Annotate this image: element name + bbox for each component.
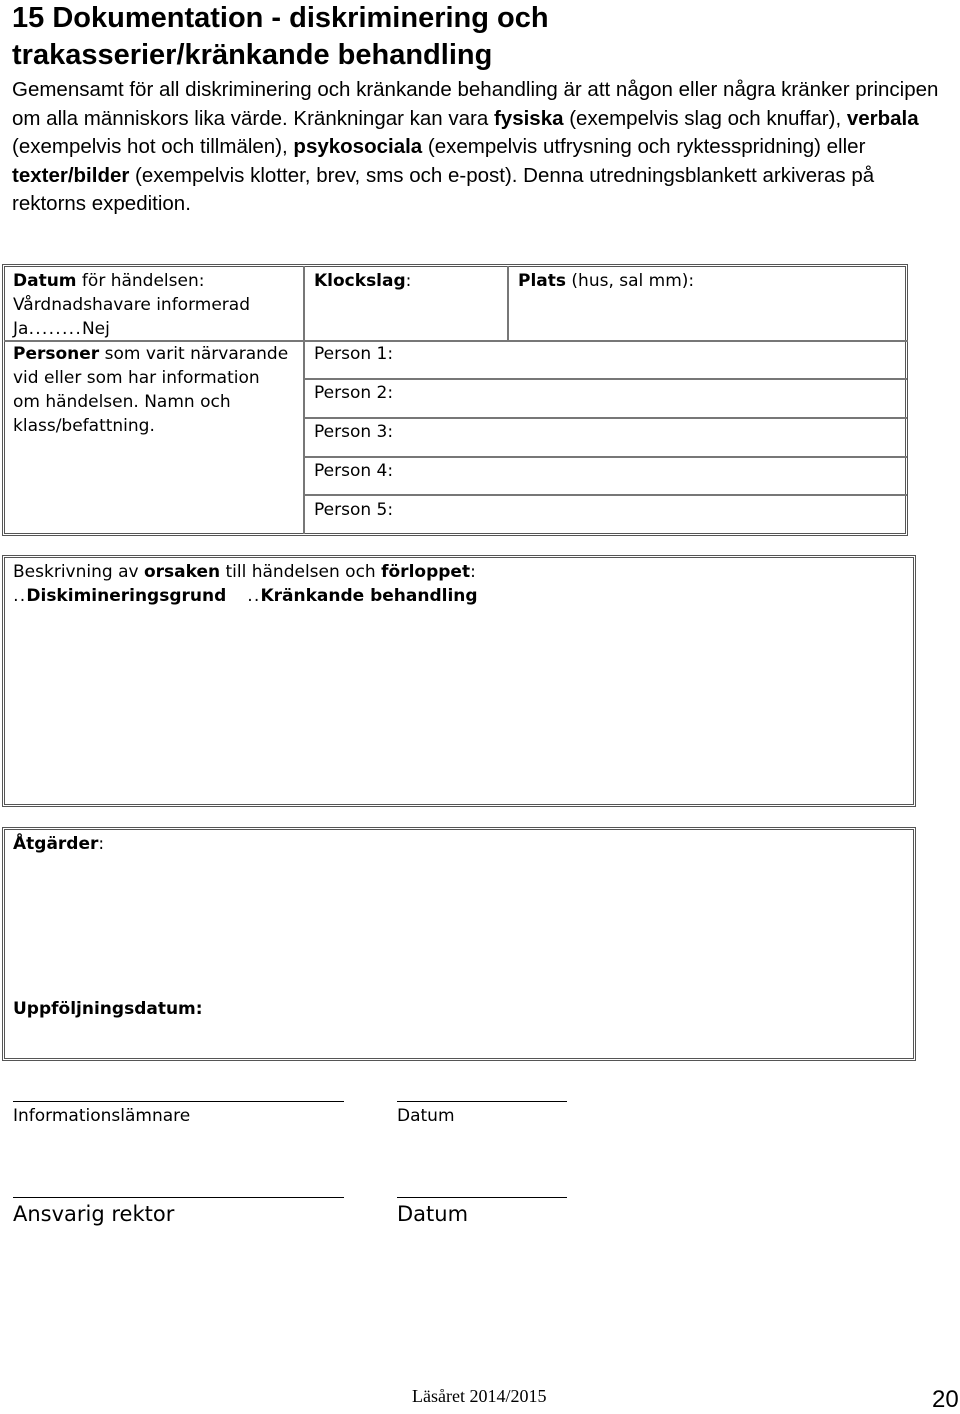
atgarder-box[interactable]	[2, 827, 916, 1061]
table-divider	[303, 417, 907, 419]
page-number: 20	[932, 1386, 959, 1413]
title-line-2: trakasserier/kränkande behandling	[12, 39, 493, 71]
datum-2-label: Datum	[397, 1202, 469, 1226]
personer-label-line4: klass/befattning.	[13, 416, 155, 436]
intro-text: (exempelvis hot och tillmälen),	[12, 135, 294, 159]
intro-bold-fysiska: fysiska	[493, 106, 564, 130]
ja-option[interactable]: Ja	[13, 319, 29, 339]
informationslamnare-label: Informationslämnare	[13, 1106, 191, 1126]
title-line-1: 15 Dokumentation - diskriminering och	[12, 2, 549, 34]
datum-1-label: Datum	[397, 1106, 455, 1126]
intro-text: (exempelvis klotter, brev, sms och e-post). Denna utredningsblankett arkiveras på rektorns expedition.	[12, 163, 875, 216]
ja-nej-options[interactable]	[13, 317, 110, 341]
signature-line-rektor[interactable]	[13, 1197, 344, 1198]
table-divider	[303, 494, 907, 496]
krankande-option[interactable]: Kränkande behandling	[260, 586, 478, 606]
atgarder-label: Åtgärder:	[13, 834, 105, 854]
personer-label-line2: vid eller som har information	[13, 368, 260, 388]
footer-year: Läsåret 2014/2015	[412, 1386, 547, 1406]
intro-paragraph	[12, 76, 952, 219]
intro-text: (exempelvis slag och knuffar),	[563, 106, 847, 130]
vardnadshavare-label: Vårdnadshavare informerad	[13, 295, 250, 315]
signature-line-datum-2[interactable]	[397, 1197, 567, 1198]
intro-text: (exempelvis utfrysning och ryktesspridning) eller	[422, 135, 866, 159]
person-4-field[interactable]: Person 4:	[314, 461, 394, 481]
table-divider	[303, 378, 907, 380]
plats-label: Plats (hus, sal mm):	[518, 271, 695, 291]
table-divider	[507, 266, 509, 340]
klockslag-label: Klockslag:	[314, 271, 412, 291]
intro-text: Gemensamt för all diskriminering och kränkande behandling är att någon eller några kränker principen om alla människors lika värde. Kränkningar kan vara	[12, 78, 939, 130]
person-2-field[interactable]: Person 2:	[314, 383, 394, 403]
personer-label: Personer som varit närvarande	[13, 344, 289, 364]
signature-line-informationslamnare[interactable]	[13, 1101, 344, 1102]
intro-bold-psykosociala: psykosociala	[293, 135, 423, 159]
beskrivning-label: Beskrivning av orsaken till händelsen och förloppet:	[13, 562, 476, 582]
person-5-field[interactable]: Person 5:	[314, 500, 394, 520]
checkbox-dots: ․․	[13, 586, 27, 606]
intro-bold-texter: texter/bilder	[12, 163, 130, 187]
diskriminering-option[interactable]: Diskimineringsgrund	[26, 586, 227, 606]
table-divider	[303, 456, 907, 458]
personer-label-line3: om händelsen. Namn och	[13, 392, 231, 412]
nej-option[interactable]: Nej	[81, 319, 110, 339]
checkbox-dots: ․․	[247, 586, 261, 606]
uppfoljningsdatum-label: Uppföljningsdatum:	[13, 999, 203, 1019]
person-1-field[interactable]: Person 1:	[314, 344, 394, 364]
signature-line-datum-1[interactable]	[397, 1101, 567, 1102]
ansvarig-rektor-label: Ansvarig rektor	[13, 1202, 175, 1226]
page-title	[12, 0, 942, 74]
datum-label: Datum för händelsen:	[13, 271, 205, 291]
person-3-field[interactable]: Person 3:	[314, 422, 394, 442]
checkbox-dots: ․․․․․․․․	[28, 319, 82, 339]
intro-bold-verbala: verbala	[846, 106, 919, 130]
grund-options	[13, 584, 478, 608]
